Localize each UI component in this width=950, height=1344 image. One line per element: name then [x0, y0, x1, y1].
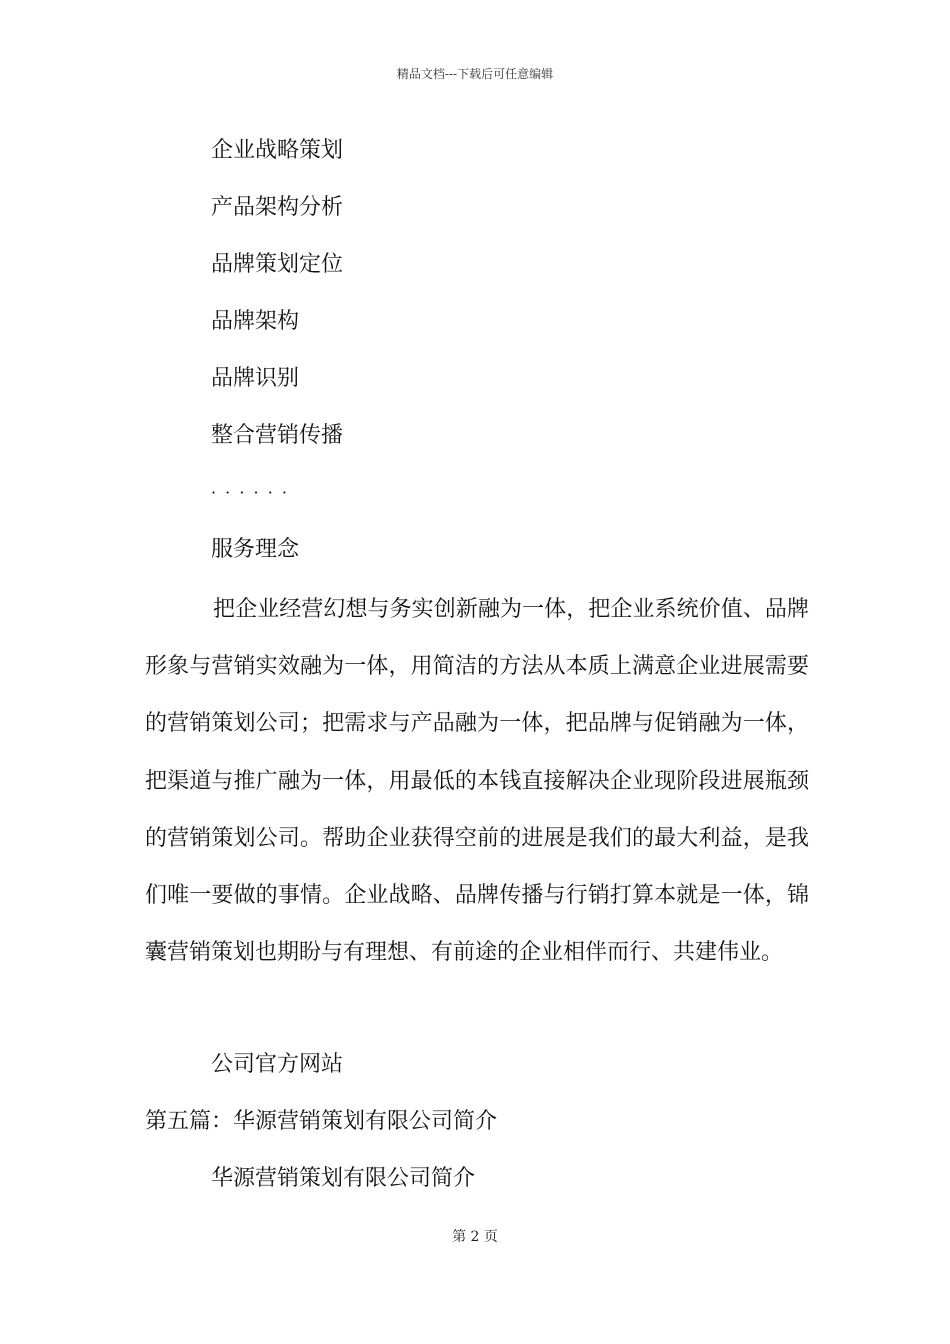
service-item: 品牌识别 — [211, 366, 300, 391]
ellipsis: · · · · · · — [211, 483, 289, 502]
service-item: 整合营销传播 — [211, 423, 344, 448]
service-item: 产品架构分析 — [211, 195, 344, 220]
service-item: 品牌架构 — [211, 309, 300, 334]
section-subtitle: 华源营销策划有限公司简介 — [211, 1166, 476, 1191]
section-heading: 第五篇：华源营销策划有限公司简介 — [145, 1109, 498, 1134]
page-number: 第 2 页 — [452, 1229, 498, 1245]
page-header: 精品文档---下载后可任意编辑 — [396, 67, 554, 81]
website-label: 公司官方网站 — [211, 1052, 344, 1077]
philosophy-title: 服务理念 — [211, 537, 300, 562]
philosophy-paragraph: 把企业经营幻想与务实创新融为一体，把企业系统价值、品牌形象与营销实效融为一体，用简洁的方法从本质上满意企业进展需要的营销策划公司；把需求与产品融为一体，把品牌与促销融为一体，把渠道与推广融为一体，用最低的本钱直接解决企业现阶段进展瓶颈的营销策划公司。帮助企业获得空前的进展是我们的最大利益，是我们唯一要做的事情。企业战略、品牌传播与行销打算本就是一体，锦囊营销策划也期盼与有理想、有前途的企业相伴而行、共建伟业。 — [145, 597, 809, 966]
service-item: 品牌策划定位 — [211, 252, 344, 277]
service-item: 企业战略策划 — [211, 138, 344, 163]
